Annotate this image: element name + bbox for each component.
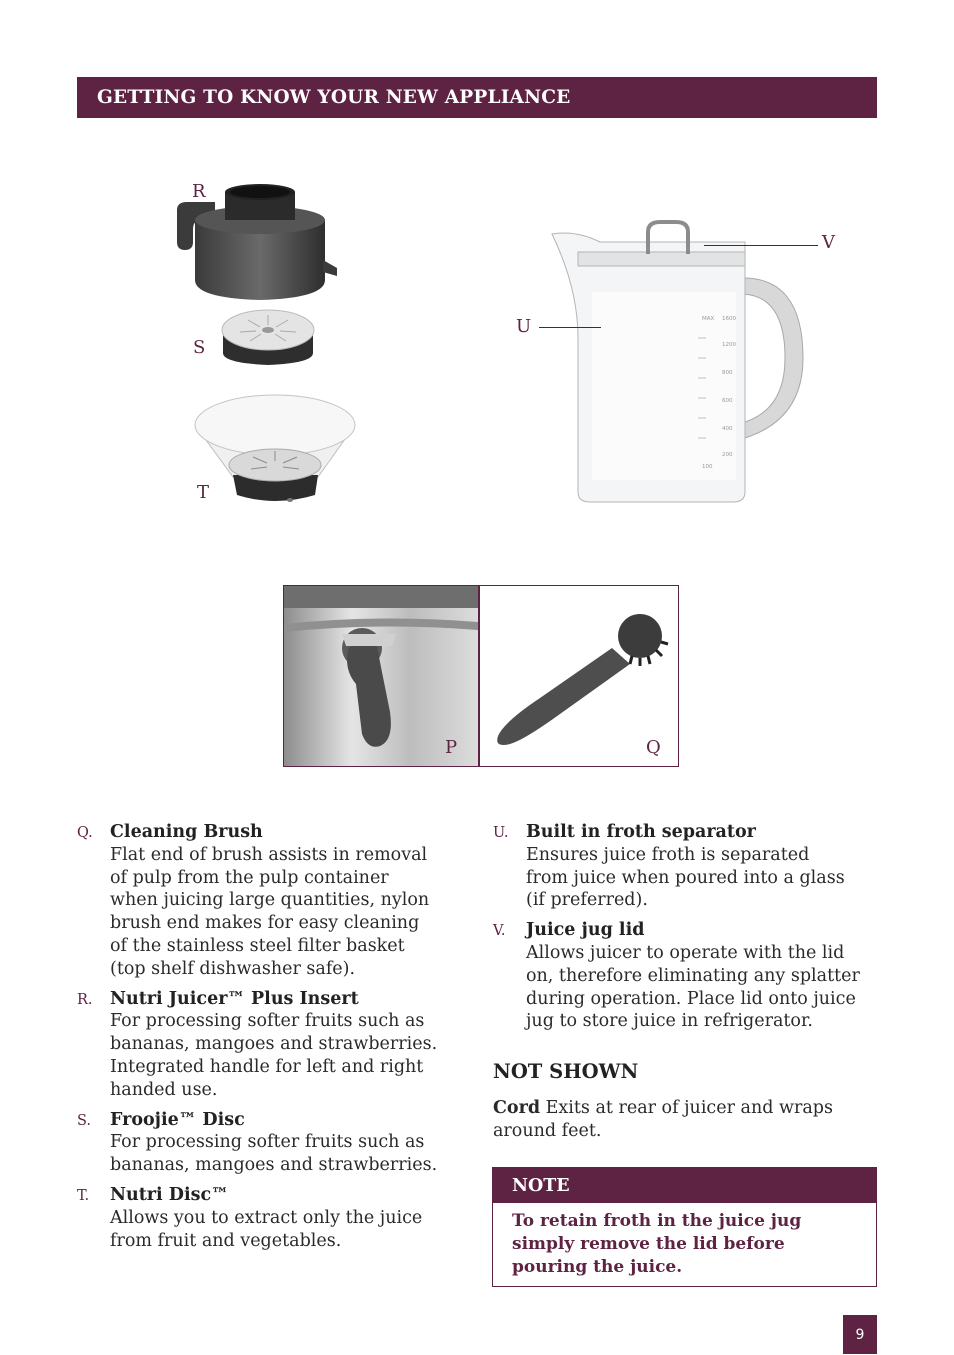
item-description: Ensures juice froth is separated from juice when poured into a glass (if preferred). [526,844,845,911]
section-header [77,77,877,118]
callout-line-v [704,245,818,246]
froojie-disc-image [218,305,318,370]
section-title: GETTING TO KNOW YOUR NEW APPLIANCE [97,87,571,108]
item-letter: R. [77,991,93,1008]
nutri-disc-image [193,385,358,510]
item-letter: V. [493,923,506,940]
not-shown-heading: NOT SHOWN [493,1060,639,1083]
label-s: S [193,337,206,358]
page-number: 9 [843,1315,877,1354]
scale-label-600: 600 [722,398,733,404]
item-letter: Q. [77,825,93,841]
scale-label-1600: 1600 [722,316,736,322]
scale-label-200: 200 [722,452,733,458]
label-p: P [445,737,458,758]
item-title: Built in froth separator [526,822,756,842]
item-title: Juice jug lid [526,920,645,941]
list-item [77,1184,462,1252]
item-description: Allows you to extract only the juice from fruit and vegetables. [110,1207,423,1251]
item-description: Flat end of brush assists in removal of pulp from the pulp container when juicing large quantities, nylon brush end makes for easy cleaning of the stainless steel filter basket (top shelf dishwasher safe). [110,844,430,979]
item-title: Nutri Disc™ [110,1184,229,1205]
list-item [77,821,462,981]
item-letter: T. [77,1187,90,1204]
scale-label-800: 800 [722,370,733,376]
item-title: Cleaning Brush [110,822,263,842]
item-description: Allows juicer to operate with the lid on, therefore eliminating any splatter during operation. Place lid onto juice jug to store juice in refrigerator. [526,942,860,1032]
item-description: For processing softer fruits such as bananas, mangoes and strawberries. Integrated handle for left and right handed use. [110,1011,438,1100]
label-r: R [192,181,206,202]
parts-list-right [493,821,877,1040]
list-item [77,1109,462,1177]
list-item [493,821,877,912]
scale-label-400: 400 [722,426,733,432]
note-heading: NOTE [493,1168,876,1203]
label-v: V [822,232,835,253]
scale-label-max: MAX [702,316,715,322]
item-title: Froojie™ Disc [110,1109,245,1130]
list-item [77,988,462,1102]
cord-text: Exits at rear of juicer and wraps around feet. [493,1098,833,1141]
cord-description [493,1097,873,1143]
cord-label: Cord [493,1098,541,1118]
parts-list-left [77,821,462,1259]
note-body: To retain froth in the juice jug simply remove the lid before pouring the juice. [512,1211,802,1277]
parts-photo-frame [283,585,679,767]
item-letter: U. [493,825,509,841]
juice-jug-image [548,218,810,508]
scale-label-1200: 1200 [722,342,736,348]
item-letter: S. [77,1112,92,1129]
item-description: For processing softer fruits such as bananas, mangoes and strawberries. [110,1132,438,1176]
note-box [492,1167,877,1287]
item-title: Nutri Juicer™ Plus Insert [110,988,359,1009]
label-u: U [516,316,532,337]
list-item [493,919,877,1033]
callout-line-u [539,327,601,328]
label-q: Q [646,737,661,758]
label-t: T [197,482,210,503]
scale-label-100: 100 [702,464,713,470]
